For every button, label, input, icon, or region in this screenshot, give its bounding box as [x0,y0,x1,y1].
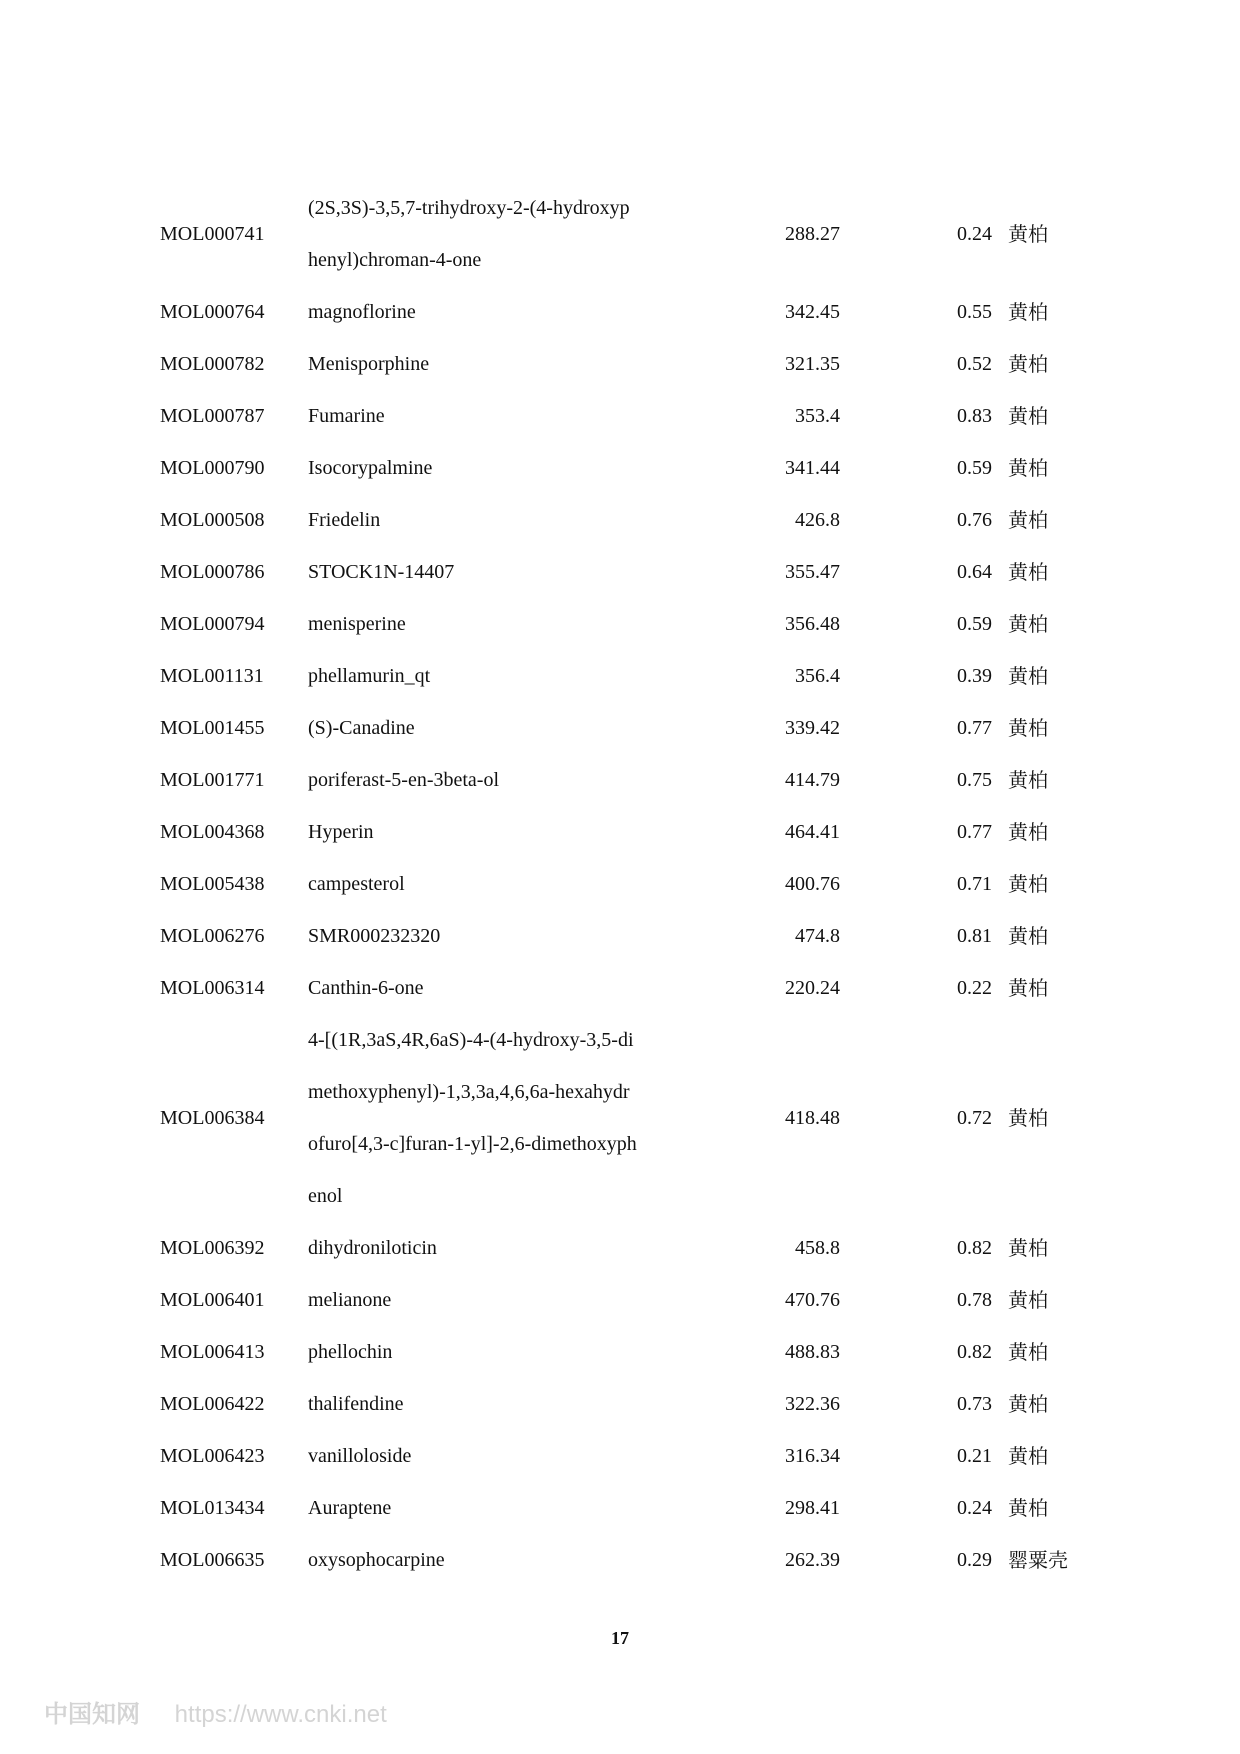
table-row [160,1482,1100,1534]
herb-cell: 黄柏 [1008,222,1048,246]
table-row [160,1534,1100,1586]
value-cell: 0.71 [957,873,992,895]
value-cell: 0.21 [957,1445,992,1467]
molecular-weight-cell: 220.24 [785,977,840,999]
molecular-weight-cell: 262.39 [785,1549,840,1571]
value-cell: 0.82 [957,1237,992,1259]
herb-cell: 黄柏 [1008,456,1048,480]
value-cell: 0.83 [957,405,992,427]
herb-cell: 罂粟壳 [1008,1548,1068,1572]
molecule-name-cell [308,598,668,650]
molecule-name-line: methoxyphenyl)-1,3,3a,4,6,6a-hexahydr [308,1081,630,1103]
molecule-name-cell [308,1222,668,1274]
molecule-name-cell [308,1274,668,1326]
mol-id-cell: MOL013434 [160,1497,265,1519]
molecule-name-cell [308,806,668,858]
molecule-name-line: Menisporphine [308,353,430,375]
molecule-name-line: henyl)chroman-4-one [308,249,482,271]
molecule-name-cell [308,962,668,1014]
mol-id-cell: MOL006423 [160,1445,265,1467]
value-cell: 0.59 [957,613,992,635]
page-number: 17 [611,1628,629,1648]
molecule-name-line: oxysophocarpine [308,1549,445,1571]
table-row [160,494,1100,546]
mol-id-cell: MOL000786 [160,561,265,583]
molecule-name-cell [308,546,668,598]
molecular-weight-cell: 418.48 [785,1107,840,1129]
herb-cell: 黄柏 [1008,1496,1048,1520]
molecule-name-cell [308,1378,668,1430]
herb-cell: 黄柏 [1008,976,1048,1000]
value-cell: 0.72 [957,1107,992,1129]
value-cell: 0.55 [957,301,992,323]
watermark-brand: 中国知网 [44,1700,140,1728]
molecule-name-cell [308,442,668,494]
mol-id-cell: MOL001131 [160,665,264,687]
molecule-name-line: ofuro[4,3-c]furan-1-yl]-2,6-dimethoxyph [308,1133,637,1155]
mol-id-cell: MOL004368 [160,821,265,843]
herb-cell: 黄柏 [1008,1392,1048,1416]
molecule-name-line: Fumarine [308,405,385,427]
herb-cell: 黄柏 [1008,508,1048,532]
molecular-weight-cell: 426.8 [795,509,840,531]
table-row [160,910,1100,962]
table-row [160,1326,1100,1378]
molecule-name-line: (2S,3S)-3,5,7-trihydroxy-2-(4-hydroxyp [308,197,630,219]
table-row [160,1430,1100,1482]
molecular-weight-cell: 321.35 [785,353,840,375]
molecule-name-line: phellamurin_qt [308,665,431,687]
table-row [160,338,1100,390]
molecule-name-line: Friedelin [308,509,381,531]
molecule-name-line: STOCK1N-14407 [308,561,455,583]
mol-id-cell: MOL001771 [160,769,265,791]
value-cell: 0.39 [957,665,992,687]
mol-id-cell: MOL006422 [160,1393,265,1415]
molecule-name-cell [308,1534,668,1586]
molecule-name-line: Canthin-6-one [308,977,424,999]
molecular-weight-cell: 342.45 [785,301,840,323]
table-row [160,598,1100,650]
watermark-url: https://www.cnki.net [174,1701,387,1728]
molecular-weight-cell: 316.34 [785,1445,840,1467]
table-row [160,1378,1100,1430]
table-row [160,390,1100,442]
molecule-name-line: Hyperin [308,821,374,843]
mol-id-cell: MOL006413 [160,1341,265,1363]
herb-cell: 黄柏 [1008,300,1048,324]
herb-cell: 黄柏 [1008,872,1048,896]
molecular-weight-cell: 464.41 [785,821,840,843]
mol-id-cell: MOL000764 [160,301,265,323]
herb-cell: 黄柏 [1008,1236,1048,1260]
molecule-name-line: (S)-Canadine [308,717,415,739]
molecule-name-line: thalifendine [308,1393,404,1415]
value-cell: 0.81 [957,925,992,947]
herb-cell: 黄柏 [1008,404,1048,428]
herb-cell: 黄柏 [1008,1340,1048,1364]
molecule-name-line: campesterol [308,873,405,895]
value-cell: 0.82 [957,1341,992,1363]
molecule-name-cell [308,754,668,806]
value-cell: 0.29 [957,1549,992,1571]
value-cell: 0.24 [957,1497,992,1519]
molecule-name-line: Auraptene [308,1497,392,1519]
herb-cell: 黄柏 [1008,716,1048,740]
molecule-name-cell [308,910,668,962]
mol-id-cell: MOL006384 [160,1107,265,1129]
molecule-name-line: phellochin [308,1341,393,1363]
molecular-weight-cell: 356.48 [785,613,840,635]
value-cell: 0.75 [957,769,992,791]
herb-cell: 黄柏 [1008,1288,1048,1312]
molecule-name-line: SMR000232320 [308,925,441,947]
table-row [160,962,1100,1014]
table-row [160,650,1100,702]
molecular-weight-cell: 488.83 [785,1341,840,1363]
value-cell: 0.77 [957,717,992,739]
molecular-weight-cell: 458.8 [795,1237,840,1259]
molecule-name-line: 4-[(1R,3aS,4R,6aS)-4-(4-hydroxy-3,5-di [308,1029,634,1051]
molecular-weight-cell: 356.4 [795,665,840,687]
table-row [160,1014,1100,1222]
molecule-name-line: menisperine [308,613,406,635]
value-cell: 0.24 [957,223,992,245]
herb-cell: 黄柏 [1008,664,1048,688]
molecule-name-cell [308,338,668,390]
molecular-weight-cell: 298.41 [785,1497,840,1519]
mol-id-cell: MOL000790 [160,457,265,479]
value-cell: 0.22 [957,977,992,999]
compound-table [160,182,1100,1586]
molecular-weight-cell: 470.76 [785,1289,840,1311]
mol-id-cell: MOL001455 [160,717,265,739]
table-row [160,806,1100,858]
mol-id-cell: MOL006635 [160,1549,265,1571]
molecule-name-line: melianone [308,1289,392,1311]
molecule-name-line: dihydroniloticin [308,1237,437,1259]
mol-id-cell: MOL000741 [160,223,265,245]
molecule-name-cell [308,286,668,338]
molecule-name-cell [308,702,668,754]
herb-cell: 黄柏 [1008,924,1048,948]
molecule-name-line: magnoflorine [308,301,416,323]
molecule-name-cell [308,494,668,546]
value-cell: 0.76 [957,509,992,531]
mol-id-cell: MOL000787 [160,405,265,427]
molecule-name-cell [308,858,668,910]
herb-cell: 黄柏 [1008,560,1048,584]
herb-cell: 黄柏 [1008,352,1048,376]
molecular-weight-cell: 353.4 [795,405,840,427]
molecular-weight-cell: 400.76 [785,873,840,895]
value-cell: 0.73 [957,1393,992,1415]
mol-id-cell: MOL006392 [160,1237,265,1259]
herb-cell: 黄柏 [1008,1444,1048,1468]
value-cell: 0.59 [957,457,992,479]
table-row [160,182,1100,286]
herb-cell: 黄柏 [1008,820,1048,844]
molecule-name-line: Isocorypalmine [308,457,433,479]
value-cell: 0.78 [957,1289,992,1311]
value-cell: 0.52 [957,353,992,375]
value-cell: 0.77 [957,821,992,843]
table-row [160,1274,1100,1326]
table-row [160,286,1100,338]
herb-cell: 黄柏 [1008,1106,1048,1130]
mol-id-cell: MOL006401 [160,1289,265,1311]
molecular-weight-cell: 355.47 [785,561,840,583]
value-cell: 0.64 [957,561,992,583]
molecule-name-cell [308,1482,668,1534]
molecular-weight-cell: 341.44 [785,457,840,479]
molecular-weight-cell: 474.8 [795,925,840,947]
molecular-weight-cell: 414.79 [785,769,840,791]
herb-cell: 黄柏 [1008,768,1048,792]
mol-id-cell: MOL006314 [160,977,265,999]
mol-id-cell: MOL000794 [160,613,265,635]
table-row [160,702,1100,754]
mol-id-cell: MOL000782 [160,353,265,375]
molecule-name-cell [308,390,668,442]
table-row [160,754,1100,806]
molecule-name-cell [308,1326,668,1378]
molecular-weight-cell: 339.42 [785,717,840,739]
molecular-weight-cell: 322.36 [785,1393,840,1415]
molecule-name-line: enol [308,1185,343,1207]
molecule-name-cell [308,1014,668,1222]
molecule-name-line: vanilloloside [308,1445,412,1467]
herb-cell: 黄柏 [1008,612,1048,636]
table-row [160,442,1100,494]
watermark [44,1694,387,1729]
molecule-name-line: poriferast-5-en-3beta-ol [308,769,500,791]
molecular-weight-cell: 288.27 [785,223,840,245]
molecule-name-cell [308,650,668,702]
table-row [160,1222,1100,1274]
table-row [160,858,1100,910]
mol-id-cell: MOL006276 [160,925,265,947]
mol-id-cell: MOL005438 [160,873,265,895]
table-row [160,546,1100,598]
mol-id-cell: MOL000508 [160,509,265,531]
molecule-name-cell [308,182,668,286]
molecule-name-cell [308,1430,668,1482]
